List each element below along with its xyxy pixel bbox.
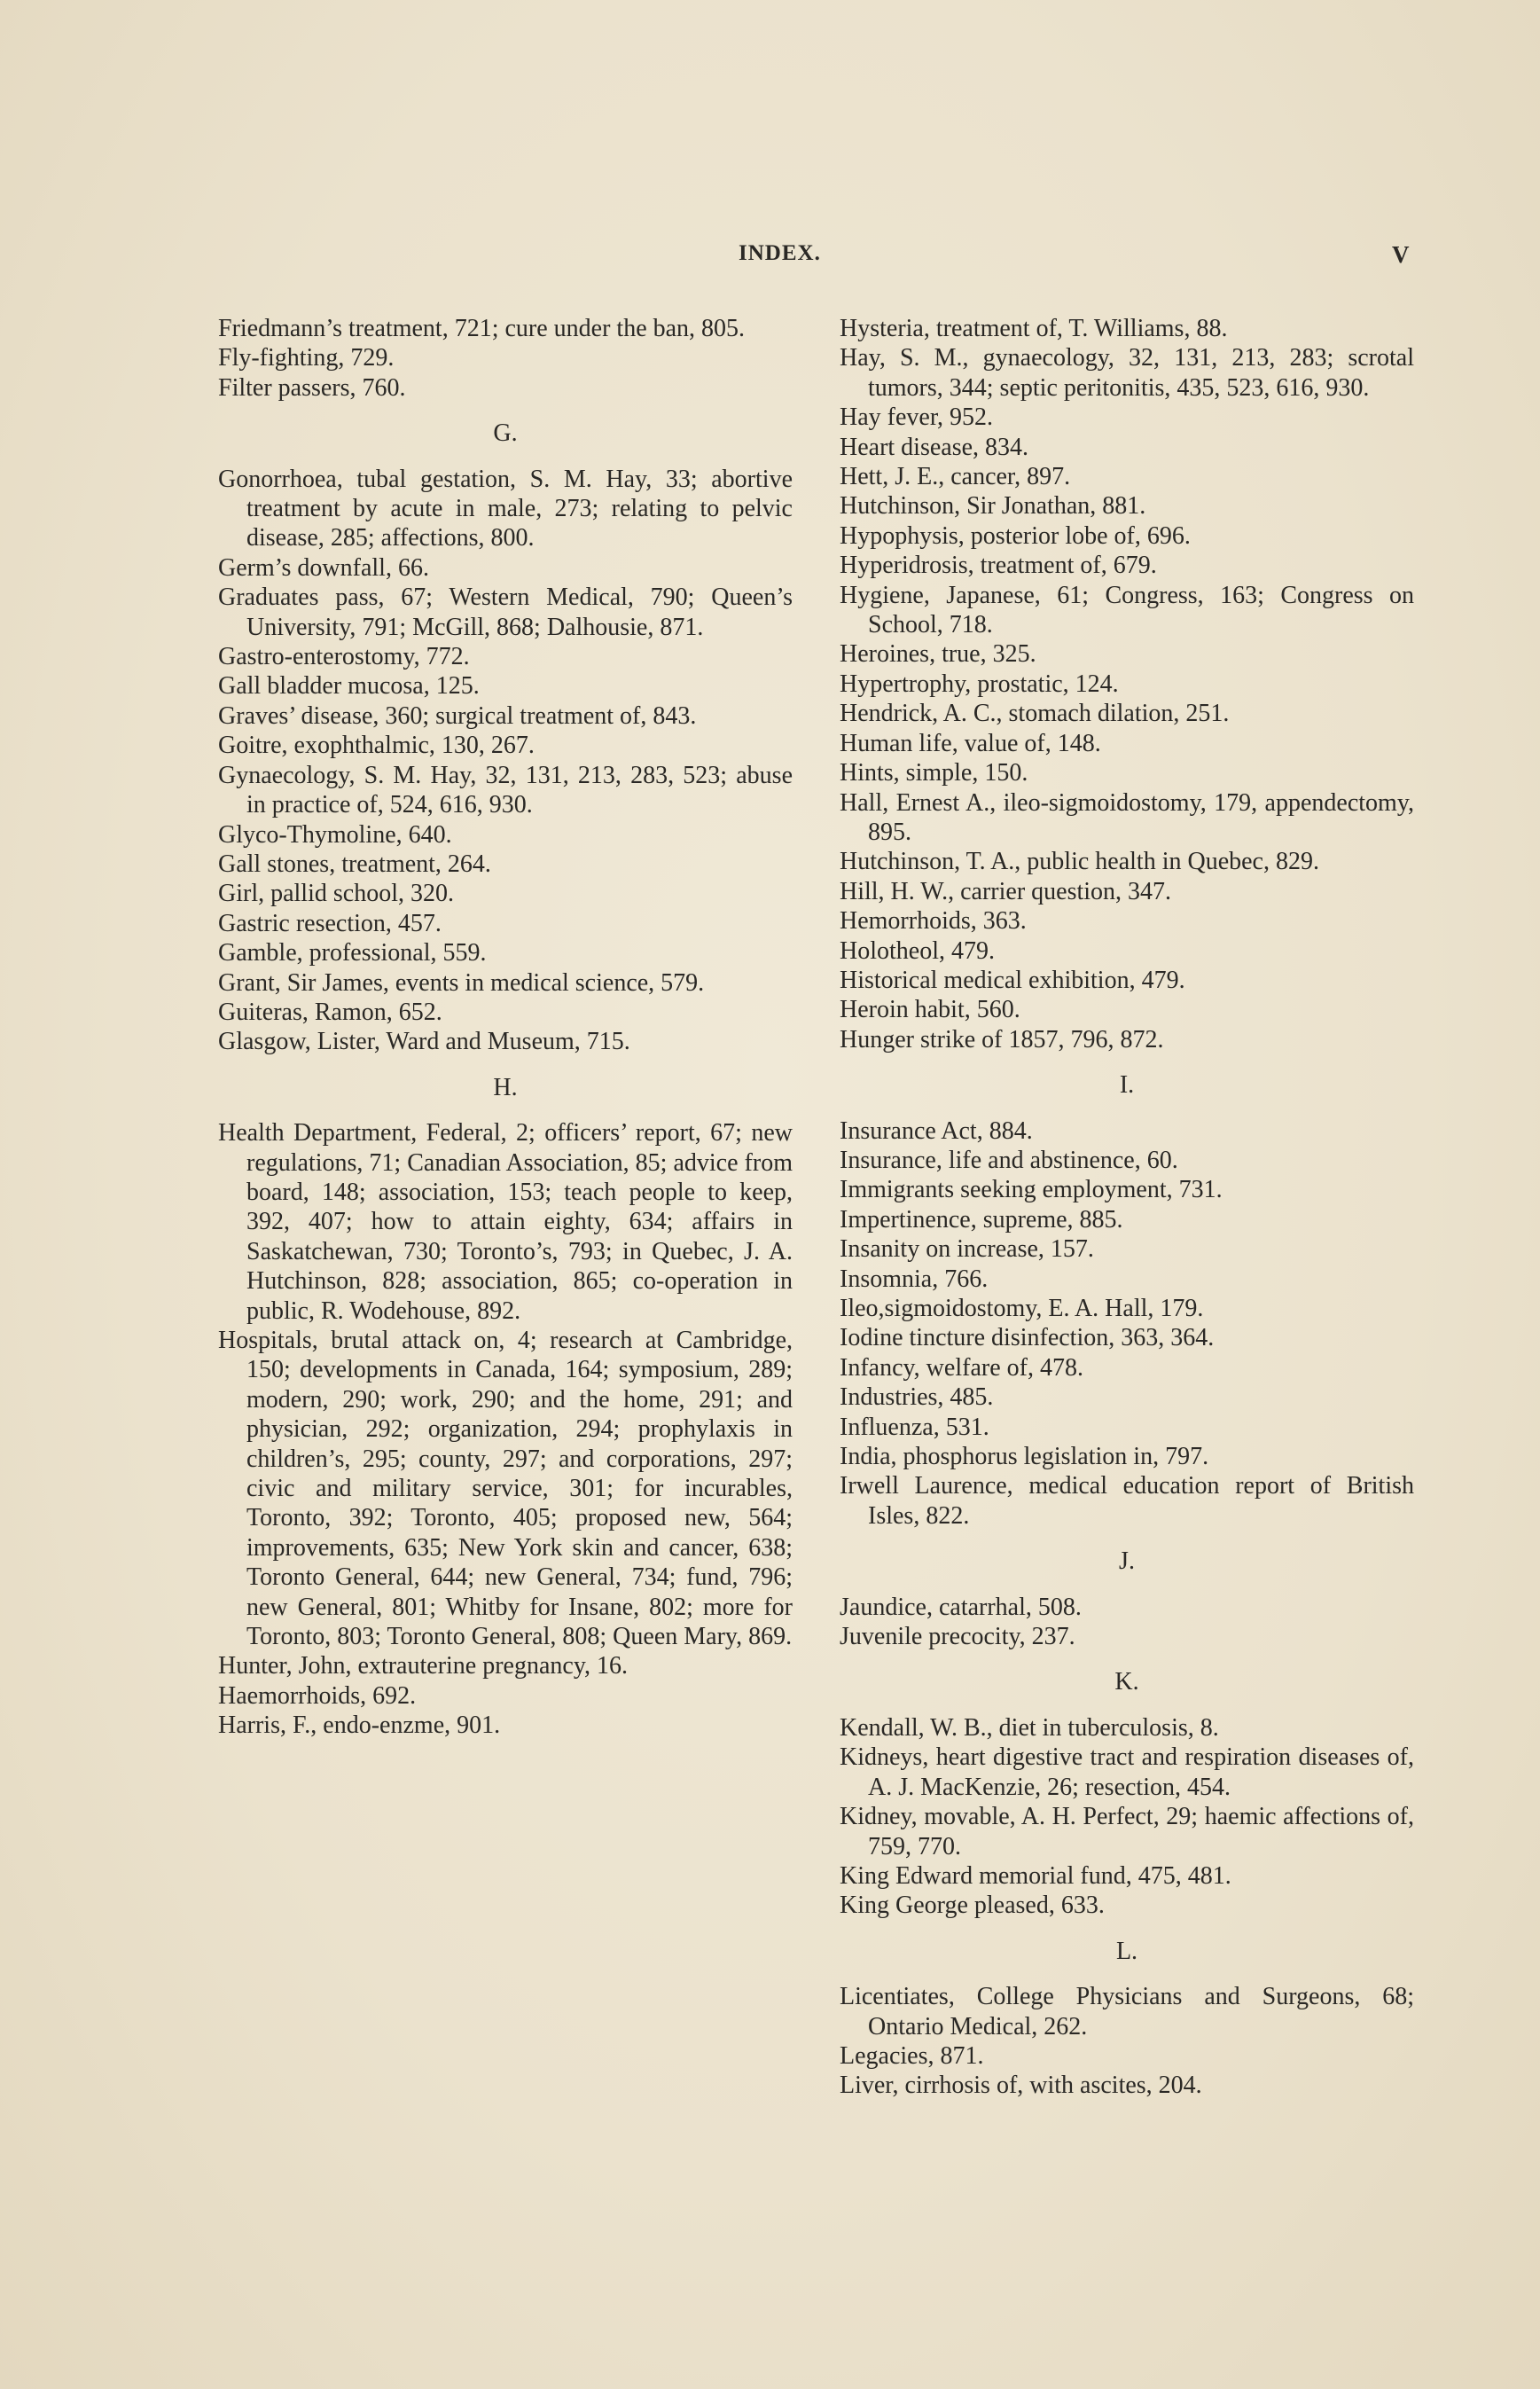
index-entry: Gamble, professional, 559. — [218, 939, 487, 967]
index-entry: Gall bladder mucosa, 125. — [218, 672, 480, 701]
index-entry: Gynaecology, S. M. Hay, 32, 131, 213, 283, 523; abuse in practice of, 524, 616, 930. — [218, 761, 793, 819]
index-entry: Hutchinson, T. A., public health in Quebec, 829. — [840, 848, 1319, 876]
index-entry: Hemorrhoids, 363. — [840, 907, 1027, 936]
index-entry: Gonorrhoea, tubal gestation, S. M. Hay, 33; abortive treatment by acute in male, 273; relating to pelvic disease, 285; affections, 800. — [218, 465, 793, 552]
right-column — [840, 314, 1414, 2101]
index-entry: Kendall, W. B., diet in tuberculosis, 8. — [840, 1713, 1219, 1742]
index-entry: King George pleased, 633. — [840, 1892, 1105, 1920]
index-entry: Haemorrhoids, 692. — [218, 1681, 417, 1710]
index-entry: Impertinence, supreme, 885. — [840, 1205, 1123, 1234]
index-entry: Glasgow, Lister, Ward and Museum, 715. — [218, 1028, 630, 1056]
index-entry: Kidneys, heart digestive tract and respiration diseases of, A. J. MacKenzie, 26; resection, 454. — [840, 1743, 1414, 1801]
index-entry: Hunter, John, extrauterine pregnancy, 16. — [218, 1652, 629, 1680]
index-entry: Jaundice, catarrhal, 508. — [840, 1593, 1082, 1621]
index-entry: Hett, J. E., cancer, 897. — [840, 463, 1071, 491]
index-entry: Insurance, life and abstinence, 60. — [840, 1146, 1178, 1174]
section-heading: K. — [1114, 1668, 1139, 1696]
index-entry: Guiteras, Ramon, 652. — [218, 998, 442, 1026]
index-entry: Human life, value of, 148. — [840, 729, 1101, 757]
section-heading: G. — [493, 419, 518, 448]
index-entry: Hay, S. M., gynaecology, 32, 131, 213, 283; scrotal tumors, 344; septic peritonitis, 435, 523, 616, 930. — [840, 344, 1414, 402]
index-entry: Gastric resection, 457. — [218, 909, 442, 937]
index-entry: Hypertrophy, prostatic, 124. — [840, 670, 1119, 698]
index-entry: Holotheol, 479. — [840, 936, 995, 965]
index-entry: Legacies, 871. — [840, 2041, 984, 2070]
section-heading: H. — [493, 1073, 518, 1101]
index-entry: Heroines, true, 325. — [840, 640, 1036, 669]
index-entry: Gall stones, treatment, 264. — [218, 850, 491, 878]
index-entry: Fly-fighting, 729. — [218, 344, 395, 372]
index-entry: Hill, H. W., carrier question, 347. — [840, 877, 1172, 905]
index-entry: Heart disease, 834. — [840, 433, 1029, 461]
section-heading: J. — [1119, 1547, 1135, 1576]
index-entry: Ileo,sigmoidostomy, E. A. Hall, 179. — [840, 1295, 1204, 1322]
index-entry: Hysteria, treatment of, T. Williams, 88. — [840, 315, 1228, 342]
section-heading: L. — [1115, 1937, 1138, 1965]
index-entry: Glyco-Thymoline, 640. — [218, 820, 452, 849]
index-entry: Hendrick, A. C., stomach dilation, 251. — [840, 700, 1230, 728]
index-entry: Graduates pass, 67; Western Medical, 790; Queen’s University, 791; McGill, 868; Dalhousie, 871. — [218, 584, 793, 641]
index-entry: Kidney, movable, A. H. Perfect, 29; haemic affections of, 759, 770. — [840, 1803, 1414, 1860]
section-heading: I. — [1119, 1071, 1135, 1100]
index-entry: Heroin habit, 560. — [840, 996, 1020, 1024]
running-title: INDEX. — [739, 241, 821, 265]
index-entry: Friedmann’s treatment, 721; cure under the ban, 805. — [218, 315, 746, 342]
index-entry: Hall, Ernest A., ileo-sigmoidostomy, 179, appendectomy, 895. — [840, 788, 1414, 846]
index-entry: Gastro-enterostomy, 772. — [218, 643, 470, 671]
index-entry: Filter passers, 760. — [218, 373, 406, 402]
index-entry: Hutchinson, Sir Jonathan, 881. — [840, 492, 1146, 521]
index-entry: Liver, cirrhosis of, with ascites, 204. — [840, 2072, 1202, 2100]
index-entry: Influenza, 531. — [840, 1413, 989, 1441]
index-entry: Hay fever, 952. — [840, 403, 994, 432]
index-entry: Juvenile precocity, 237. — [840, 1623, 1075, 1651]
index-entry: King Edward memorial fund, 475, 481. — [840, 1861, 1231, 1890]
index-entry: Insanity on increase, 157. — [840, 1235, 1094, 1264]
index-entry: Immigrants seeking employment, 731. — [840, 1176, 1223, 1204]
index-entry: Iodine tincture disinfection, 363, 364. — [840, 1324, 1215, 1352]
index-entry: India, phosphorus legislation in, 797. — [840, 1443, 1209, 1471]
index-entry: Grant, Sir James, events in medical science, 579. — [218, 968, 705, 997]
index-entry: Health Department, Federal, 2; officers’ report, 67; new regulations, 71; Canadian Association, 85; advice from board, 148; association, 153; teach people to keep, 392, 407; how to attain eighty, 634; affairs in Saskatchewan, 730; Toronto’s, 793; in Quebec, J. A. Hutchinson, 828; association, 865; co-operation in public, R. Wodehouse, 892. — [218, 1119, 793, 1325]
index-entry: Goitre, exophthalmic, 130, 267. — [218, 732, 535, 760]
index-entry: Industries, 485. — [840, 1383, 994, 1412]
index-entry: Hyperidrosis, treatment of, 679. — [840, 552, 1157, 580]
index-entry: Insomnia, 766. — [840, 1265, 989, 1293]
index-entry: Hunger strike of 1857, 796, 872. — [840, 1025, 1164, 1054]
index-entry: Girl, pallid school, 320. — [218, 880, 454, 908]
index-entry: Harris, F., endo-enzme, 901. — [218, 1711, 501, 1740]
page-number: V — [1392, 241, 1410, 268]
index-entry: Hygiene, Japanese, 61; Congress, 163; Congress on School, 718. — [840, 581, 1414, 639]
index-entry: Licentiates, College Physicians and Surgeons, 68; Ontario Medical, 262. — [840, 1983, 1414, 2040]
index-entry: Hospitals, brutal attack on, 4; research at Cambridge, 150; developments in Canada, 164; symposium, 289; modern, 290; work, 290; and the home, 291; and physician, 292; organization, 294; prophylaxis in children’s, 295; county, 297; and corporations, 297; civic and military service, 301; for incurables, Toronto, 392; Toronto, 405; proposed new, 564; improvements, 635; New York skin and cancer, 638; Toronto General, 644; new General, 734; fund, 796; new General, 801; Whitby for Insane, 802; more for Toronto, 803; Toronto General, 808; Queen Mary, 869. — [218, 1327, 793, 1651]
left-column — [218, 314, 793, 1741]
index-entry: Historical medical exhibition, 479. — [840, 966, 1185, 994]
index-entry: Hypophysis, posterior lobe of, 696. — [840, 521, 1191, 550]
index-entry: Hints, simple, 150. — [840, 759, 1028, 787]
index-entry: Insurance Act, 884. — [840, 1116, 1033, 1145]
index-entry: Irwell Laurence, medical education report of British Isles, 822. — [840, 1472, 1414, 1530]
index-entry: Infancy, welfare of, 478. — [840, 1353, 1083, 1382]
index-entry: Graves’ disease, 360; surgical treatment of, 843. — [218, 701, 697, 730]
index-entry: Germ’s downfall, 66. — [218, 553, 429, 582]
running-head — [0, 241, 1540, 277]
